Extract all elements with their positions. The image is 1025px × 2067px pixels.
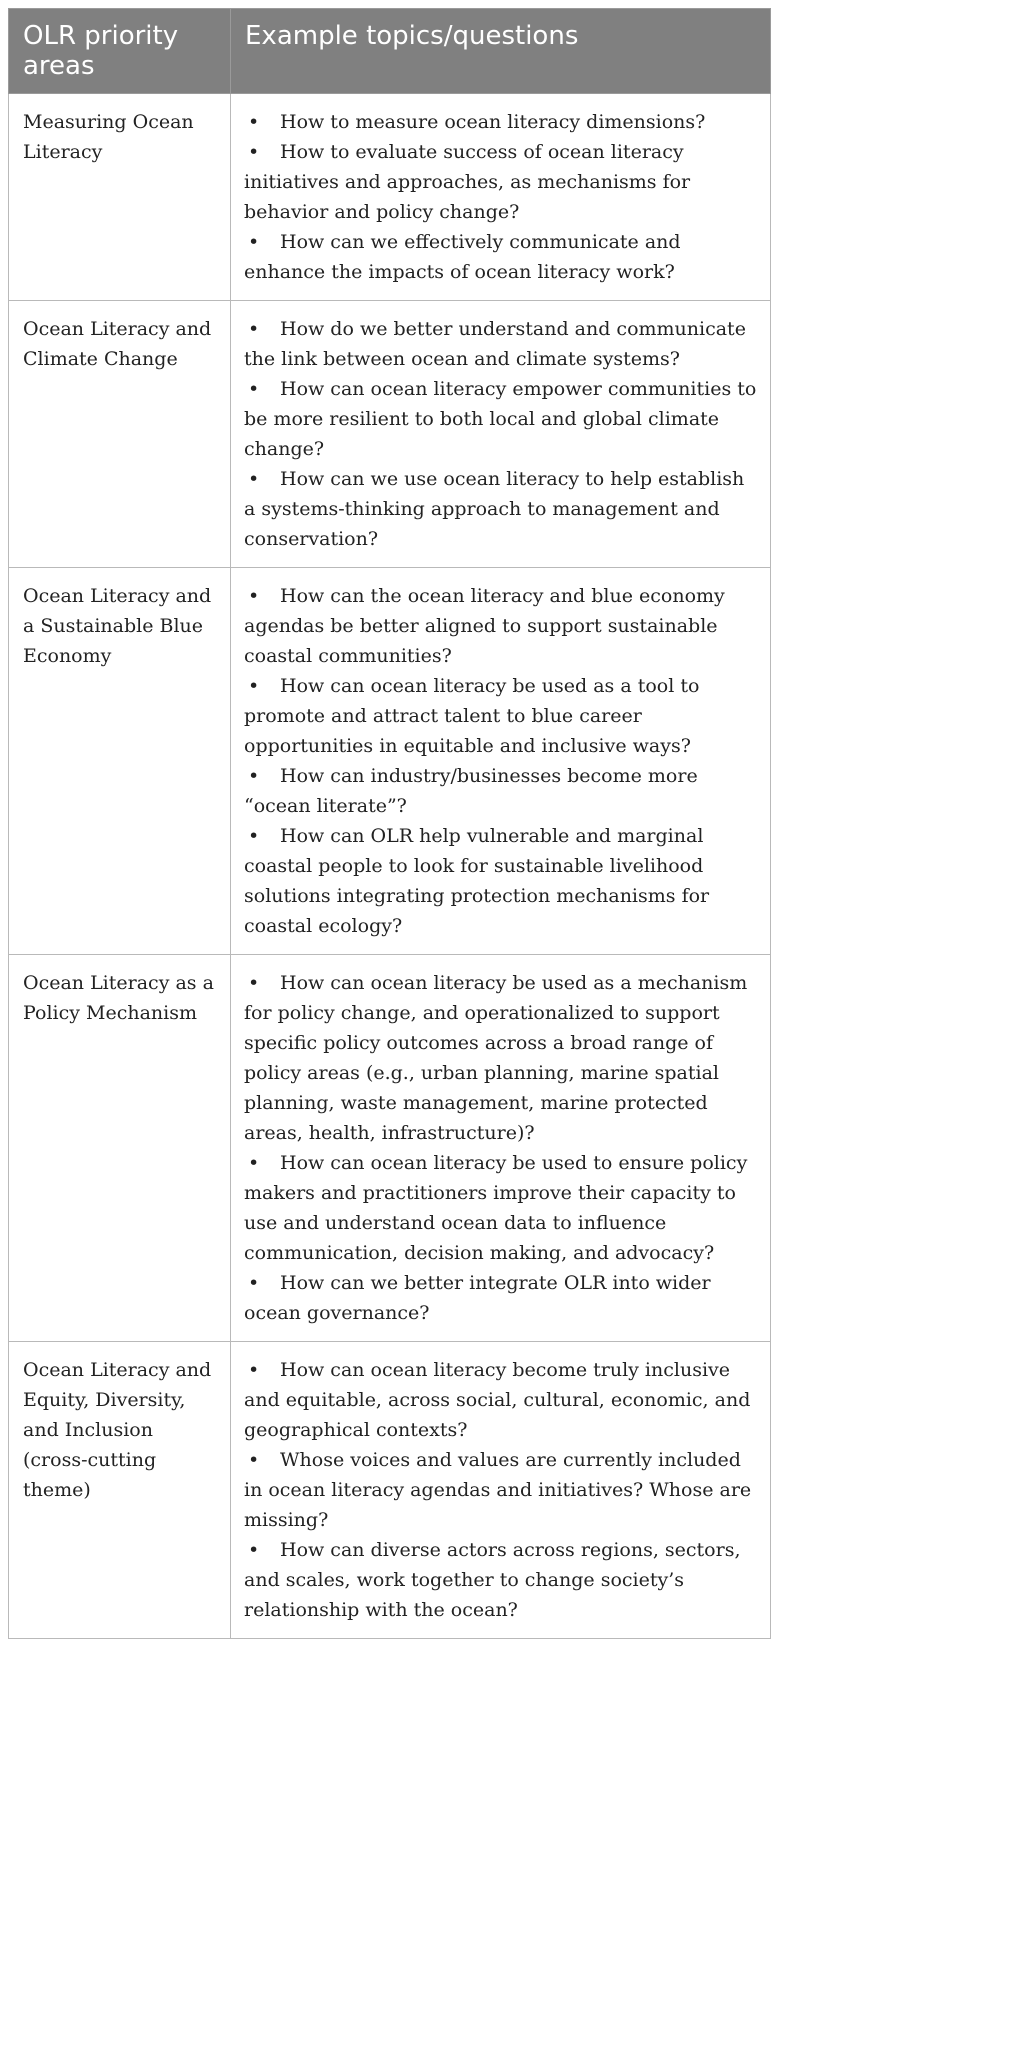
bullet-icon: •: [248, 1272, 260, 1294]
question-item: [244, 671, 758, 761]
question-item: [244, 227, 758, 287]
question-text: How can we effectively communicate and enhance the impacts of ocean literacy work?: [244, 231, 681, 283]
question-text: How can ocean literacy be used to ensure policy makers and practitioners improve their capacity to use and understand ocean data to influence communication, decision making, and advocacy?: [244, 1152, 748, 1264]
question-item: [244, 581, 758, 671]
priority-area-cell: Measuring Ocean Literacy: [9, 94, 231, 301]
example-questions-cell: [231, 1342, 771, 1639]
bullet-icon: •: [248, 1539, 260, 1561]
header-olr-priority-areas: OLR priority areas: [9, 9, 231, 94]
bullet-icon: •: [248, 1359, 260, 1381]
table-row: [9, 301, 771, 568]
question-item: [244, 137, 758, 227]
question-item: [244, 1268, 758, 1328]
priority-area-cell: Ocean Literacy and a Sustainable Blue Economy: [9, 568, 231, 955]
question-item: [244, 314, 758, 374]
question-text: How can we better integrate OLR into wider ocean governance?: [244, 1272, 711, 1324]
bullet-icon: •: [248, 1152, 260, 1174]
question-text: How can diverse actors across regions, sectors, and scales, work together to change society’s relationship with the ocean?: [244, 1539, 741, 1621]
table-row: [9, 955, 771, 1342]
priority-area-cell: Ocean Literacy and Climate Change: [9, 301, 231, 568]
header-row: [9, 9, 771, 94]
bullet-icon: •: [248, 972, 260, 994]
question-item: [244, 1445, 758, 1535]
bullet-icon: •: [248, 1449, 260, 1471]
question-item: [244, 107, 758, 137]
question-text: How can OLR help vulnerable and marginal coastal people to look for sustainable livelihood solutions integrating protection mechanisms for coastal ecology?: [244, 825, 710, 937]
question-item: [244, 1535, 758, 1625]
question-text: How do we better understand and communicate the link between ocean and climate systems?: [244, 318, 746, 370]
priority-areas-table-container: [8, 8, 770, 1639]
question-text: How can ocean literacy be used as a tool to promote and attract talent to blue career opportunities in equitable and inclusive ways?: [244, 675, 700, 757]
question-text: How can the ocean literacy and blue economy agendas be better aligned to support sustainable coastal communities?: [244, 585, 725, 667]
question-item: [244, 821, 758, 941]
bullet-icon: •: [248, 141, 260, 163]
question-text: How can ocean literacy be used as a mechanism for policy change, and operationalized to support specific policy outcomes across a broad range of policy areas (e.g., urban planning, marine spatial planning, waste management, marine protected areas, health, infrastructure)?: [244, 972, 748, 1144]
example-questions-cell: [231, 955, 771, 1342]
example-questions-cell: [231, 94, 771, 301]
question-text: How to measure ocean literacy dimensions?: [280, 111, 706, 133]
table-body: [9, 94, 771, 1639]
example-questions-cell: [231, 301, 771, 568]
header-example-topics: Example topics/questions: [231, 9, 771, 94]
table-row: [9, 94, 771, 301]
question-text: How can ocean literacy empower communities to be more resilient to both local and global climate change?: [244, 378, 757, 460]
bullet-icon: •: [248, 825, 260, 847]
bullet-icon: •: [248, 765, 260, 787]
bullet-icon: •: [248, 675, 260, 697]
question-text: How can industry/businesses become more “ocean literate”?: [244, 765, 698, 817]
priority-areas-table: [8, 8, 771, 1639]
priority-area-cell: Ocean Literacy as a Policy Mechanism: [9, 955, 231, 1342]
question-text: Whose voices and values are currently included in ocean literacy agendas and initiatives? Whose are missing?: [244, 1449, 752, 1531]
question-text: How to evaluate success of ocean literacy initiatives and approaches, as mechanisms for behavior and policy change?: [244, 141, 691, 223]
priority-area-cell: Ocean Literacy and Equity, Diversity, and Inclusion (cross-cutting theme): [9, 1342, 231, 1639]
question-text: How can ocean literacy become truly inclusive and equitable, across social, cultural, economic, and geographical contexts?: [244, 1359, 751, 1441]
question-item: [244, 1355, 758, 1445]
question-item: [244, 761, 758, 821]
example-questions-cell: [231, 568, 771, 955]
question-item: [244, 968, 758, 1148]
table-row: [9, 1342, 771, 1639]
bullet-icon: •: [248, 111, 260, 133]
bullet-icon: •: [248, 585, 260, 607]
question-item: [244, 374, 758, 464]
bullet-icon: •: [248, 378, 260, 400]
table-row: [9, 568, 771, 955]
table-header: [9, 9, 771, 94]
bullet-icon: •: [248, 468, 260, 490]
question-item: [244, 1148, 758, 1268]
question-text: How can we use ocean literacy to help establish a systems-thinking approach to management and conservation?: [244, 468, 745, 550]
bullet-icon: •: [248, 318, 260, 340]
question-item: [244, 464, 758, 554]
bullet-icon: •: [248, 231, 260, 253]
